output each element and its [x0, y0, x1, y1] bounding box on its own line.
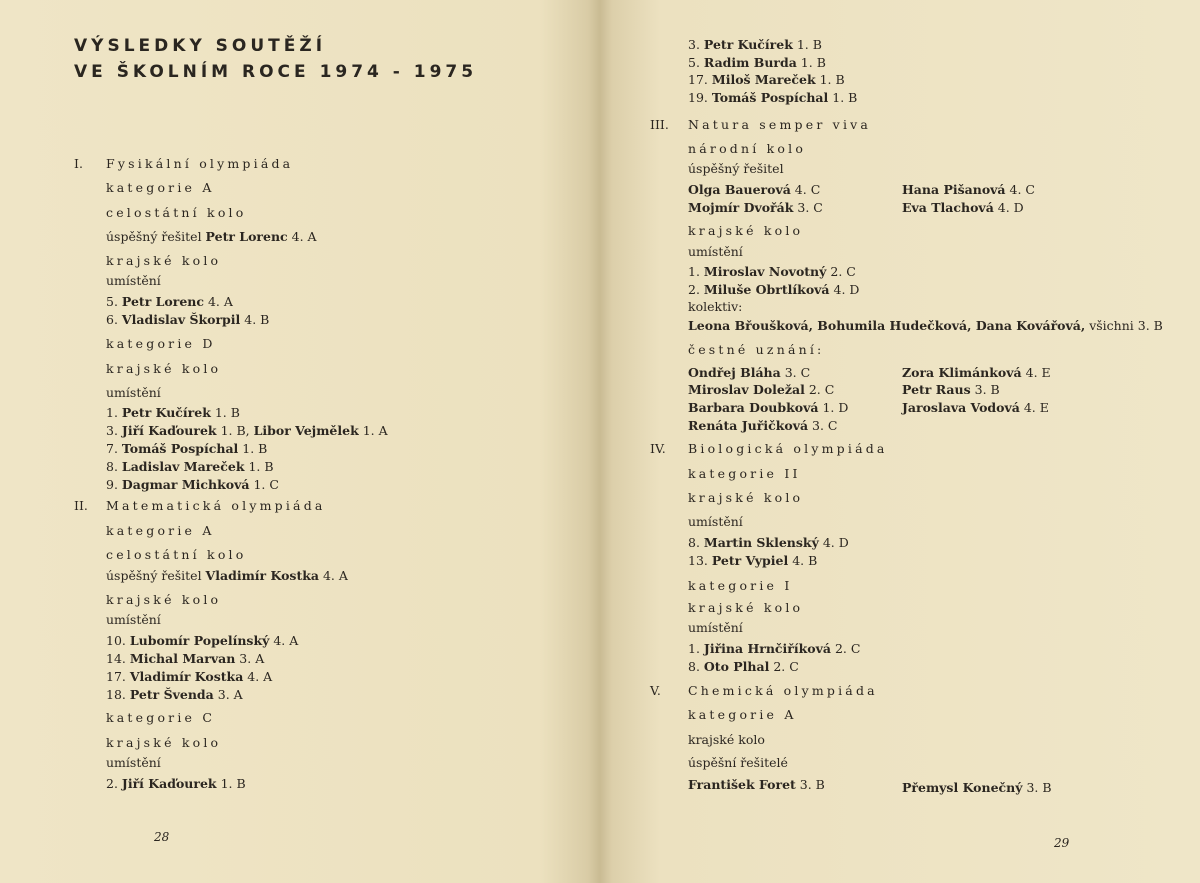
- result-text: 2.: [106, 776, 122, 791]
- result-text: 4. B: [240, 312, 270, 327]
- result-line: [106, 405, 240, 420]
- result-line: [106, 423, 388, 438]
- result-text: 1. B: [238, 441, 268, 456]
- result-line-col2: [902, 780, 1052, 795]
- student-name: Přemysl Konečný: [902, 780, 1023, 795]
- student-name: Renáta Juřičková: [688, 418, 809, 433]
- student-name: Miroslav Doležal: [688, 382, 805, 397]
- student-name: Petr Kučírek: [121, 405, 211, 420]
- result-text: 3.: [106, 423, 122, 438]
- student-name: Libor Vejmělek: [253, 423, 359, 438]
- result-line: [106, 229, 317, 244]
- result-line-col2: [902, 182, 1035, 197]
- result-text: 19.: [688, 90, 712, 105]
- result-line: [106, 441, 267, 456]
- result-text: 1. B: [828, 90, 858, 105]
- result-text: 4. D: [829, 282, 860, 297]
- section-number: IV.: [650, 441, 666, 456]
- result-line: [106, 312, 269, 327]
- result-line: umístění: [106, 612, 161, 627]
- result-line: [106, 776, 246, 791]
- student-name: František Foret: [688, 777, 796, 792]
- student-name: Zora Klimánková: [902, 365, 1022, 380]
- student-name: Jaroslava Vodová: [902, 400, 1020, 415]
- result-text: 4. A: [204, 294, 233, 309]
- right-page: [600, 0, 1200, 883]
- result-text: 4. A: [243, 669, 273, 684]
- student-name: Michal Marvan: [129, 651, 236, 666]
- result-text: 18.: [106, 687, 130, 702]
- subheading: krajské kolo: [106, 735, 222, 750]
- result-text: 2. C: [769, 659, 799, 674]
- result-text: 2. C: [826, 264, 856, 279]
- result-line: umístění: [688, 244, 743, 259]
- result-line: [688, 90, 857, 105]
- student-name: Jiří Kaďourek: [121, 423, 217, 438]
- result-text: 4. A: [287, 229, 317, 244]
- result-line: [688, 72, 845, 87]
- subheading: kategorie D: [106, 336, 216, 351]
- subheading: kategorie A: [688, 707, 797, 722]
- result-text: 1.: [688, 264, 704, 279]
- student-name: Miluše Obrtlíková: [703, 282, 830, 297]
- result-line: [688, 182, 820, 197]
- result-text: 1. B: [216, 776, 246, 791]
- student-name: Tomáš Pospíchal: [121, 441, 239, 456]
- result-text: 4. E: [1019, 400, 1049, 415]
- student-name: Ondřej Bláha: [688, 365, 781, 380]
- subheading: čestné uznání:: [688, 342, 825, 357]
- subheading: krajské kolo: [106, 361, 222, 376]
- result-line: [688, 365, 810, 380]
- result-text: 3. B: [795, 777, 825, 792]
- result-line: umístění: [106, 755, 161, 770]
- subheading: krajské kolo: [106, 253, 222, 268]
- result-line: [688, 535, 849, 550]
- result-text: 17.: [688, 72, 712, 87]
- result-text: 3. B: [970, 382, 1000, 397]
- result-line: [688, 400, 848, 415]
- section-heading: Matematická olympiáda: [106, 498, 326, 513]
- student-name: Petr Švenda: [129, 687, 214, 702]
- result-text: úspěšný řešitel: [106, 229, 206, 244]
- subheading: celostátní kolo: [106, 547, 247, 562]
- result-text: 4. C: [790, 182, 821, 197]
- result-text: úspěšný řešitel: [106, 568, 206, 583]
- result-line: umístění: [688, 514, 743, 529]
- result-line: [106, 294, 233, 309]
- result-line-col2: [902, 400, 1049, 415]
- result-text: 4. D: [993, 200, 1024, 215]
- result-text: 17.: [106, 669, 130, 684]
- subheading: celostátní kolo: [106, 205, 247, 220]
- result-text: 3. B: [1022, 780, 1052, 795]
- result-text: 4. A: [319, 568, 348, 583]
- student-name: Radim Burda: [703, 55, 797, 70]
- result-text: 7.: [106, 441, 122, 456]
- result-text: 1. B: [796, 55, 826, 70]
- result-text: 1. B: [792, 37, 822, 52]
- result-line: [688, 318, 1163, 333]
- student-name: Oto Plhal: [703, 659, 770, 674]
- result-line: úspěšný řešitel: [688, 161, 784, 176]
- result-line: umístění: [106, 273, 161, 288]
- result-line: [688, 777, 825, 792]
- result-text: 5.: [106, 294, 122, 309]
- result-text: 9.: [106, 477, 122, 492]
- result-line: úspěšní řešitelé: [688, 755, 788, 770]
- student-name: Vladimír Kostka: [205, 568, 319, 583]
- result-text: 5.: [688, 55, 704, 70]
- result-line: [106, 459, 274, 474]
- section-number: V.: [650, 683, 661, 698]
- student-name: Mojmír Dvořák: [688, 200, 794, 215]
- student-name: Lubomír Popelínský: [129, 633, 270, 648]
- result-text: 4. D: [818, 535, 849, 550]
- section-number: II.: [74, 498, 88, 513]
- result-line: [688, 200, 823, 215]
- result-line: umístění: [688, 620, 743, 635]
- student-name: Jiřina Hrnčiříková: [703, 641, 831, 656]
- result-text: 10.: [106, 633, 130, 648]
- result-line: [688, 659, 799, 674]
- student-name: Ladislav Mareček: [121, 459, 245, 474]
- result-line-col2: [902, 200, 1024, 215]
- result-line: [688, 282, 859, 297]
- result-text: 1.: [106, 405, 122, 420]
- subheading: národní kolo: [688, 141, 807, 156]
- section-number: III.: [650, 117, 669, 132]
- result-line: umístění: [106, 385, 161, 400]
- result-line: [106, 669, 272, 684]
- student-name: Tomáš Pospíchal: [711, 90, 829, 105]
- result-line: kolektiv:: [688, 299, 743, 314]
- result-text: 8.: [106, 459, 122, 474]
- student-name: Miloš Mareček: [711, 72, 816, 87]
- result-text: 4. C: [1005, 182, 1035, 197]
- subheading: krajské kolo: [688, 600, 804, 615]
- result-text: 1. B: [815, 72, 845, 87]
- result-text: 13.: [688, 553, 712, 568]
- result-text: 4. B: [788, 553, 818, 568]
- student-name: Petr Vypiel: [711, 553, 789, 568]
- student-name: Martin Sklenský: [703, 535, 819, 550]
- result-line: [106, 687, 243, 702]
- subheading: kategorie II: [688, 466, 801, 481]
- section-heading: Chemická olympiáda: [688, 683, 878, 698]
- result-text: 2. C: [830, 641, 861, 656]
- result-text: 6.: [106, 312, 122, 327]
- result-text: 3.: [688, 37, 704, 52]
- subheading: krajské kolo: [688, 223, 804, 238]
- subheading: krajské kolo: [106, 592, 222, 607]
- left-page: [0, 0, 590, 883]
- section-heading: Natura semper viva: [688, 117, 872, 132]
- result-line: [688, 264, 856, 279]
- result-line: krajské kolo: [688, 732, 765, 747]
- subheading: kategorie C: [106, 710, 216, 725]
- result-line: [106, 651, 264, 666]
- student-name: Barbara Doubková: [688, 400, 819, 415]
- result-text: 2. C: [804, 382, 835, 397]
- student-name: Dagmar Michková: [121, 477, 250, 492]
- student-name: Eva Tlachová: [902, 200, 994, 215]
- result-text: 3. A: [235, 651, 265, 666]
- result-line-col2: [902, 382, 1000, 397]
- result-text: 3. C: [793, 200, 823, 215]
- subheading: kategorie A: [106, 523, 215, 538]
- student-name: Miroslav Novotný: [703, 264, 827, 279]
- subheading: kategorie I: [688, 578, 793, 593]
- student-name: Petr Kučírek: [703, 37, 793, 52]
- result-line: [688, 37, 822, 52]
- result-line: [106, 477, 279, 492]
- result-text: 3. C: [808, 418, 838, 433]
- result-text: 1. B,: [216, 423, 254, 438]
- student-name: Petr Raus: [902, 382, 971, 397]
- result-text: 2.: [688, 282, 704, 297]
- result-text: 1. C: [249, 477, 279, 492]
- result-text: všichni 3. B: [1085, 318, 1163, 333]
- student-name: Leona Břoušková, Bohumila Hudečková, Dana Kovářová,: [688, 318, 1086, 333]
- result-text: 1.: [688, 641, 704, 656]
- student-name: Vladislav Škorpil: [121, 312, 241, 327]
- result-line: [688, 55, 826, 70]
- page-title-line-1: VÝSLEDKY SOUTĚŽÍ: [74, 36, 327, 56]
- result-text: 4. E: [1021, 365, 1051, 380]
- student-name: Hana Pišanová: [902, 182, 1006, 197]
- student-name: Petr Lorenc: [205, 229, 288, 244]
- subheading: krajské kolo: [688, 490, 804, 505]
- page-number: 29: [1054, 836, 1070, 850]
- result-line-col2: [902, 365, 1051, 380]
- section-heading: Fysikální olympiáda: [106, 156, 294, 171]
- result-text: 3. C: [780, 365, 811, 380]
- student-name: Vladimír Kostka: [129, 669, 244, 684]
- result-text: 3. A: [213, 687, 243, 702]
- student-name: Olga Bauerová: [688, 182, 791, 197]
- result-text: 1. D: [818, 400, 849, 415]
- result-text: 4. A: [269, 633, 299, 648]
- subheading: kategorie A: [106, 180, 215, 195]
- result-line: [688, 553, 817, 568]
- result-line: [688, 418, 838, 433]
- page-title-line-2: VE ŠKOLNÍM ROCE 1974 - 1975: [74, 62, 478, 82]
- result-line: [688, 641, 860, 656]
- result-text: 14.: [106, 651, 130, 666]
- student-name: Jiří Kaďourek: [121, 776, 217, 791]
- section-heading: Biologická olympiáda: [688, 441, 888, 456]
- result-text: 1. B: [244, 459, 274, 474]
- student-name: Petr Lorenc: [121, 294, 204, 309]
- result-line: [106, 633, 298, 648]
- result-line: [106, 568, 348, 583]
- result-text: 1. B: [210, 405, 240, 420]
- result-text: 8.: [688, 535, 704, 550]
- section-number: I.: [74, 156, 83, 171]
- page-number: 28: [154, 830, 170, 844]
- result-line: [688, 382, 834, 397]
- result-text: 8.: [688, 659, 704, 674]
- result-text: 1. A: [358, 423, 388, 438]
